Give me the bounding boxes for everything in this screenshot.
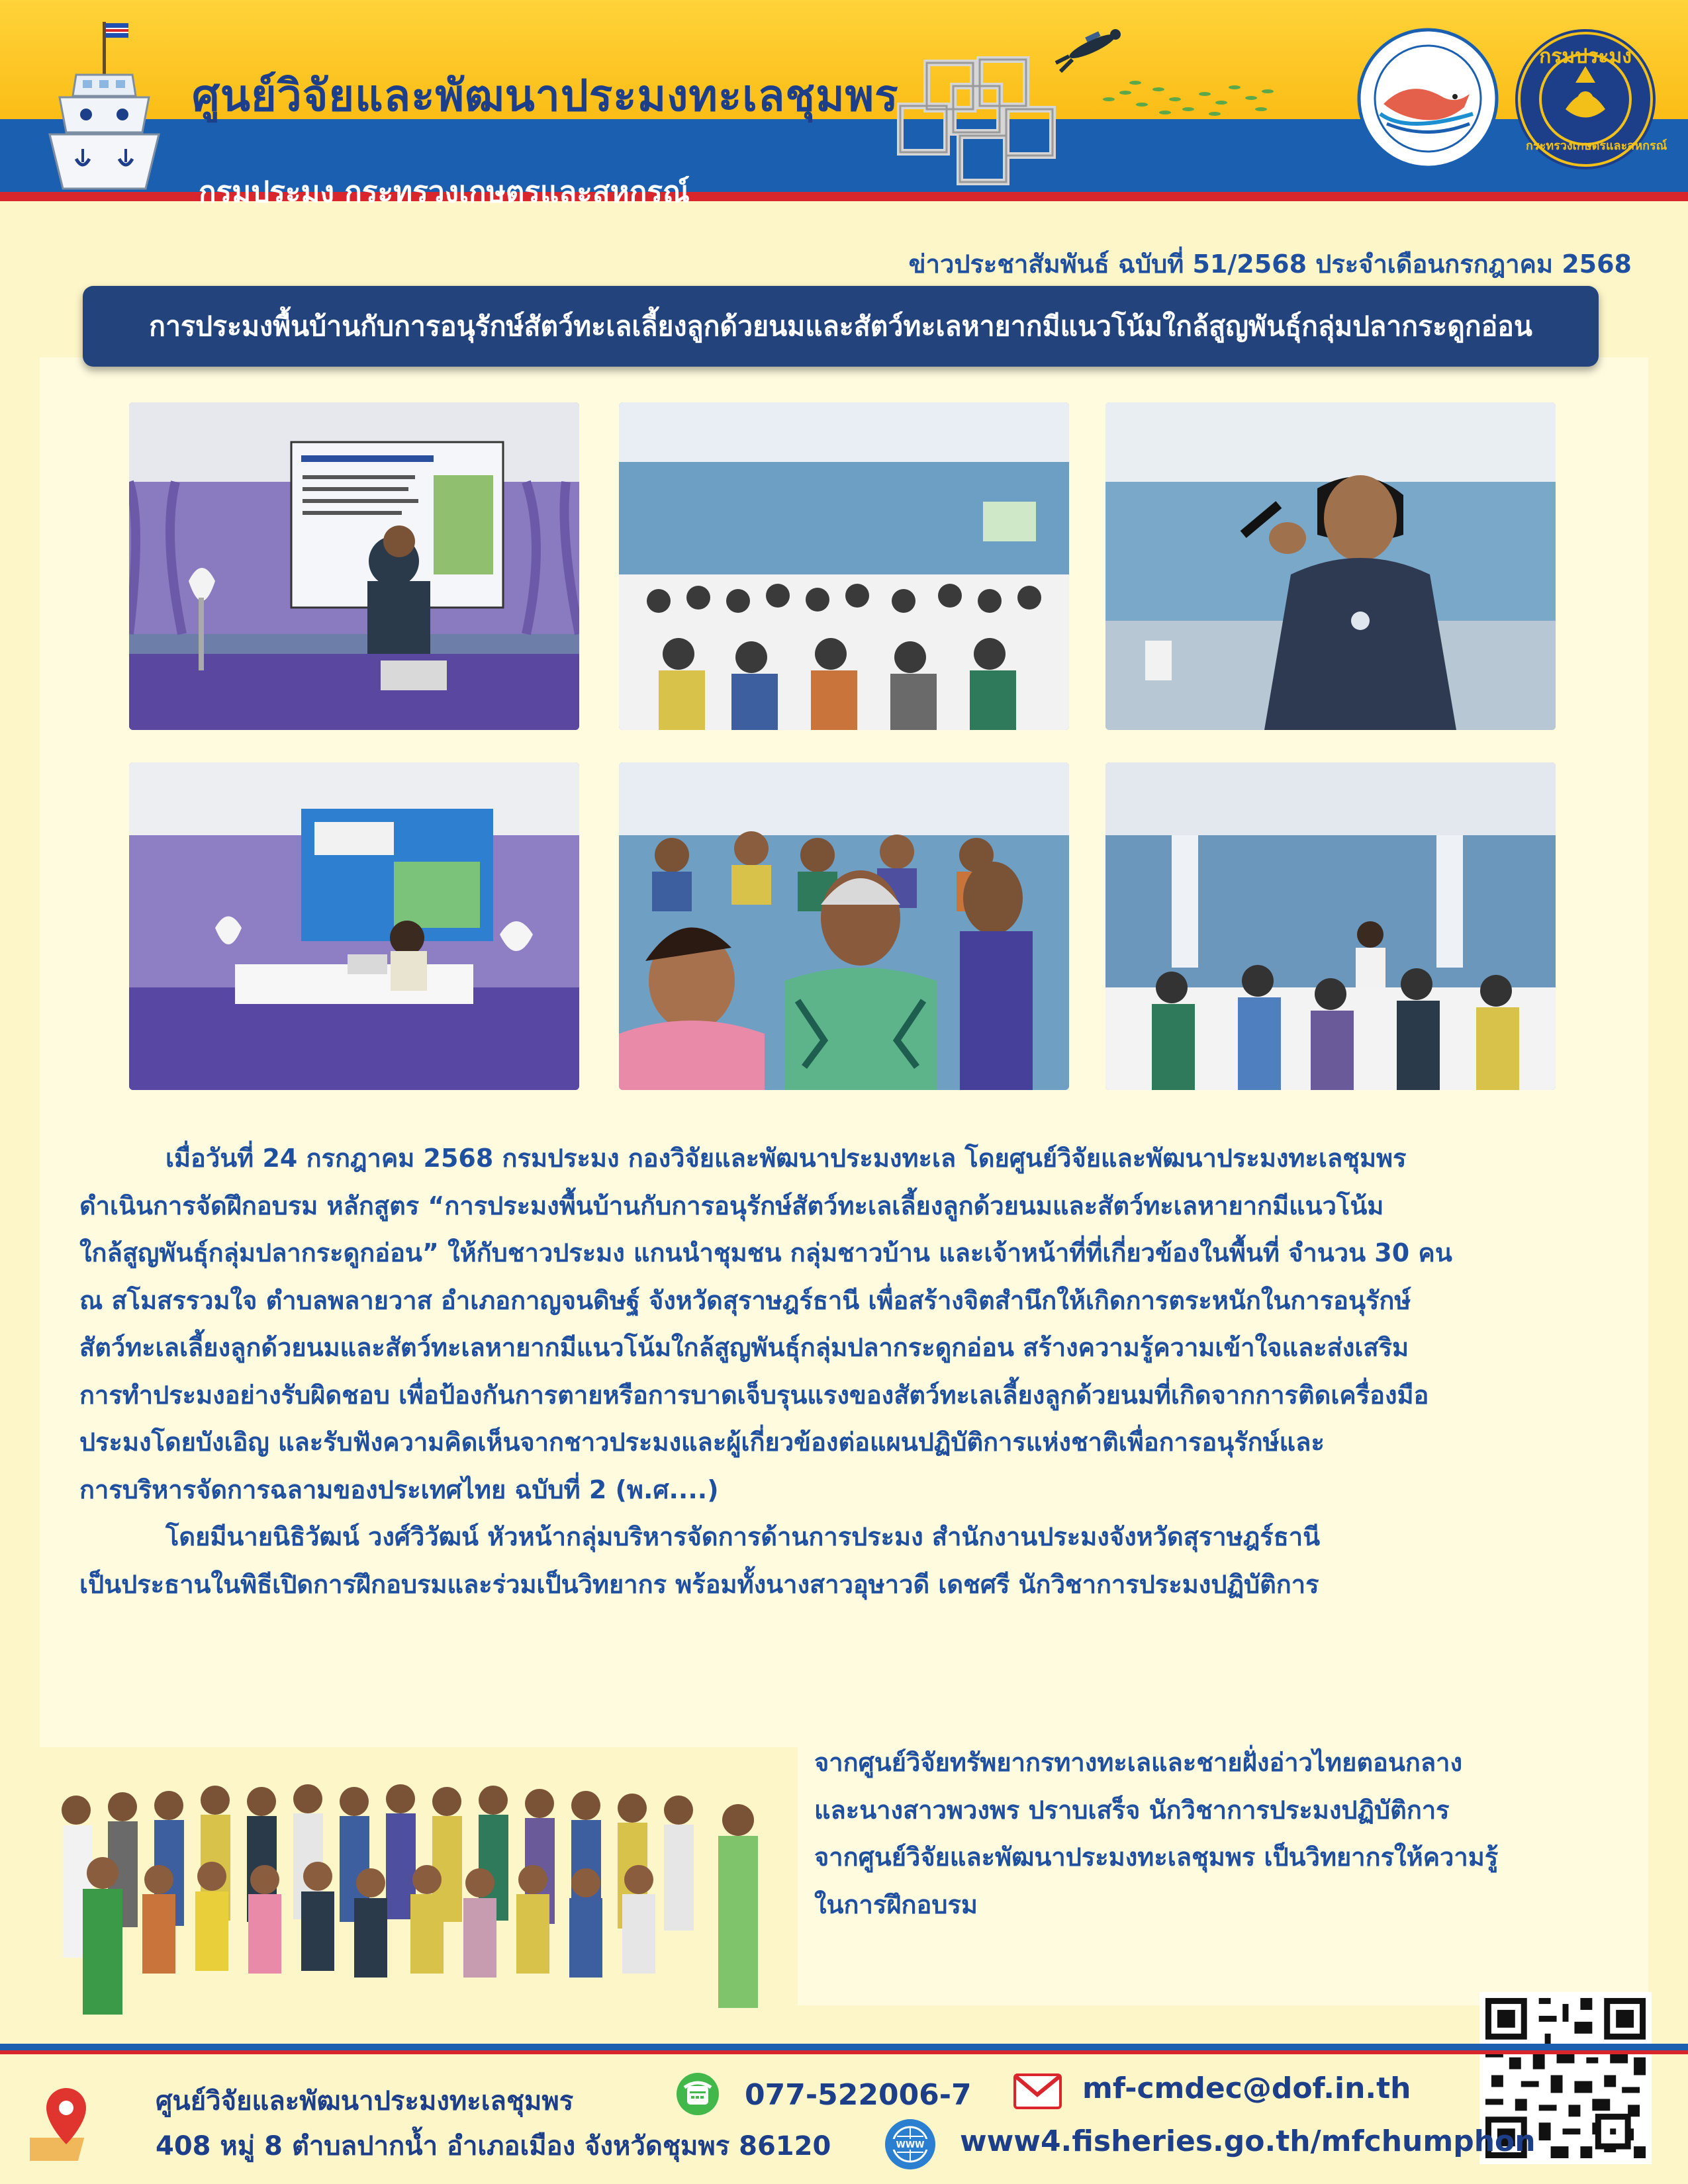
body-line: โดยมีนายนิธิวัฒน์ วงศ์วิวัฒน์ หัวหน้ากลุ่มบริหารจัดการด้านการประมง สำนักงานประมงจังหวัดสุราษฎร์ธานี xyxy=(165,1522,1321,1551)
fish-school-icon xyxy=(1096,73,1288,126)
photo-audience-1 xyxy=(619,402,1069,730)
body-line: สัตว์ทะเลเลี้ยงลูกด้วยนมและสัตว์ทะเลหายากมีแนวโน้มใกล้สูญพันธุ์กลุ่มปลากระดูกอ่อน สร้างความรู้ความเข้าใจและส่งเสริม xyxy=(79,1333,1409,1362)
photo-training-room xyxy=(1105,762,1556,1090)
page-header xyxy=(0,0,1688,218)
footer-website[interactable]: www4.fisheries.go.th/mfchumphon xyxy=(960,2124,1536,2158)
body-line: ใกล้สูญพันธุ์กลุ่มปลากระดูกอ่อน” ให้กับชาวประมง แกนนำชุมชน กลุ่มชาวบ้าน และเจ้าหน้าที่ที่เกี่ยวข้องในพื้นที่ จำนวน 30 คน xyxy=(79,1238,1452,1267)
group-photo xyxy=(36,1747,798,2042)
body-line: จากศูนย์วิจัยทรัพยากรทางทะเลและชายฝั่งอ่าวไทยตอนกลาง xyxy=(814,1748,1463,1777)
body-line: จากศูนย์วิจัยและพัฒนาประมงทะเลชุมพร เป็นวิทยากรให้ความรู้ xyxy=(814,1843,1499,1872)
photo-participants xyxy=(619,762,1069,1090)
photo-presenter-2 xyxy=(129,762,579,1090)
header-subtitle: กรมประมง กระทรวงเกษตรและสหกรณ์ xyxy=(199,175,690,209)
footer-blue-line xyxy=(0,2044,1688,2050)
article-body-continued xyxy=(814,1739,1602,1929)
body-line: และนางสาวพวงพร ปราบเสร็จ นักวิชาการประมงปฏิบัติการ xyxy=(814,1795,1450,1825)
headline-text: การประมงพื้นบ้านกับการอนุรักษ์สัตว์ทะเลเลี้ยงลูกด้วยนมและสัตว์ทะเลหายากมีแนวโน้มใกล้สูญพันธุ์กลุ่มปลากระดูกอ่อน xyxy=(149,310,1532,342)
svg-text:WWW: WWW xyxy=(896,2140,925,2150)
headline-banner xyxy=(83,286,1599,367)
body-line: ในการฝึกอบรม xyxy=(814,1889,978,1919)
body-line: การทำประมงอย่างรับผิดชอบ เพื่อป้องกันการตายหรือการบาดเจ็บรุนแรงของสัตว์ทะเลเลี้ยงลูกด้วยนมที่เกิดจากการติดเครื่องมือ xyxy=(79,1380,1429,1410)
body-line: เป็นประธานในพิธีเปิดการฝึกอบรมและร่วมเป็นวิทยากร พร้อมทั้งนางสาวอุษาวดี เดชศรี นักวิชาการประมงปฏิบัติการ xyxy=(79,1569,1319,1599)
footer-red-line xyxy=(0,2050,1688,2054)
body-line: เมื่อวันที่ 24 กรกฎาคม 2568 กรมประมง กองวิจัยและพัฒนาประมงทะเล โดยศูนย์วิจัยและพัฒนาประมงทะเลชุมพร xyxy=(165,1144,1407,1173)
footer-email[interactable]: mf-cmdec@dof.in.th xyxy=(1082,2071,1411,2105)
header-title: ศูนย์วิจัยและพัฒนาประมงทะเลชุมพร xyxy=(192,70,899,121)
photo-presenter-1 xyxy=(129,402,579,730)
ship-icon xyxy=(36,17,172,195)
artificial-reef-icon xyxy=(880,46,1079,189)
center-logo xyxy=(1357,28,1499,170)
issue-line: ข่าวประชาสัมพันธ์ ฉบับที่ 51/2568 ประจำเดือนกรกฎาคม 2568 xyxy=(908,250,1632,279)
footer-phone[interactable]: 077-522006-7 xyxy=(745,2078,972,2112)
body-line: ดำเนินการจัดฝึกอบรม หลักสูตร “การประมงพื้นบ้านกับการอนุรักษ์สัตว์ทะเลเลี้ยงลูกด้วยนมและสัตว์ทะเลหายากมีแนวโน้ม xyxy=(79,1191,1384,1220)
footer-address: 408 หมู่ 8 ตำบลปากน้ำ อำเภอเมือง จังหวัดชุมพร 86120 xyxy=(156,2131,831,2161)
logo-right-subtext: กระทรวงเกษตรและสหกรณ์ xyxy=(1526,139,1667,153)
body-line: ณ สโมสรรวมใจ ตำบลพลายวาส อำเภอกาญจนดิษฐ์ จังหวัดสุราษฎร์ธานี เพื่อสร้างจิตสำนึกให้เกิดการตระหนักในการอนุรักษ์ xyxy=(79,1285,1411,1315)
location-pin-icon xyxy=(30,2081,103,2164)
email-icon xyxy=(1013,2071,1062,2111)
website-globe-icon xyxy=(884,2118,937,2171)
body-line: ประมงโดยบังเอิญ และรับฟังความคิดเห็นจากชาวประมงและผู้เกี่ยวข้องต่อแผนปฏิบัติการแห่งชาติเพื่อการอนุรักษ์และ xyxy=(79,1428,1325,1457)
phone-icon xyxy=(675,2071,720,2116)
logo-right-text: กรมประมง xyxy=(1539,45,1632,68)
photo-speaker-microphone xyxy=(1105,402,1556,730)
article-body xyxy=(79,1135,1602,1608)
body-line: การบริหารจัดการฉลามของประเทศไทย ฉบับที่ 2 (พ.ศ....) xyxy=(79,1475,719,1504)
scuba-diver-icon xyxy=(1053,20,1132,73)
footer-org-name: ศูนย์วิจัยและพัฒนาประมงทะเลชุมพร xyxy=(156,2086,574,2116)
